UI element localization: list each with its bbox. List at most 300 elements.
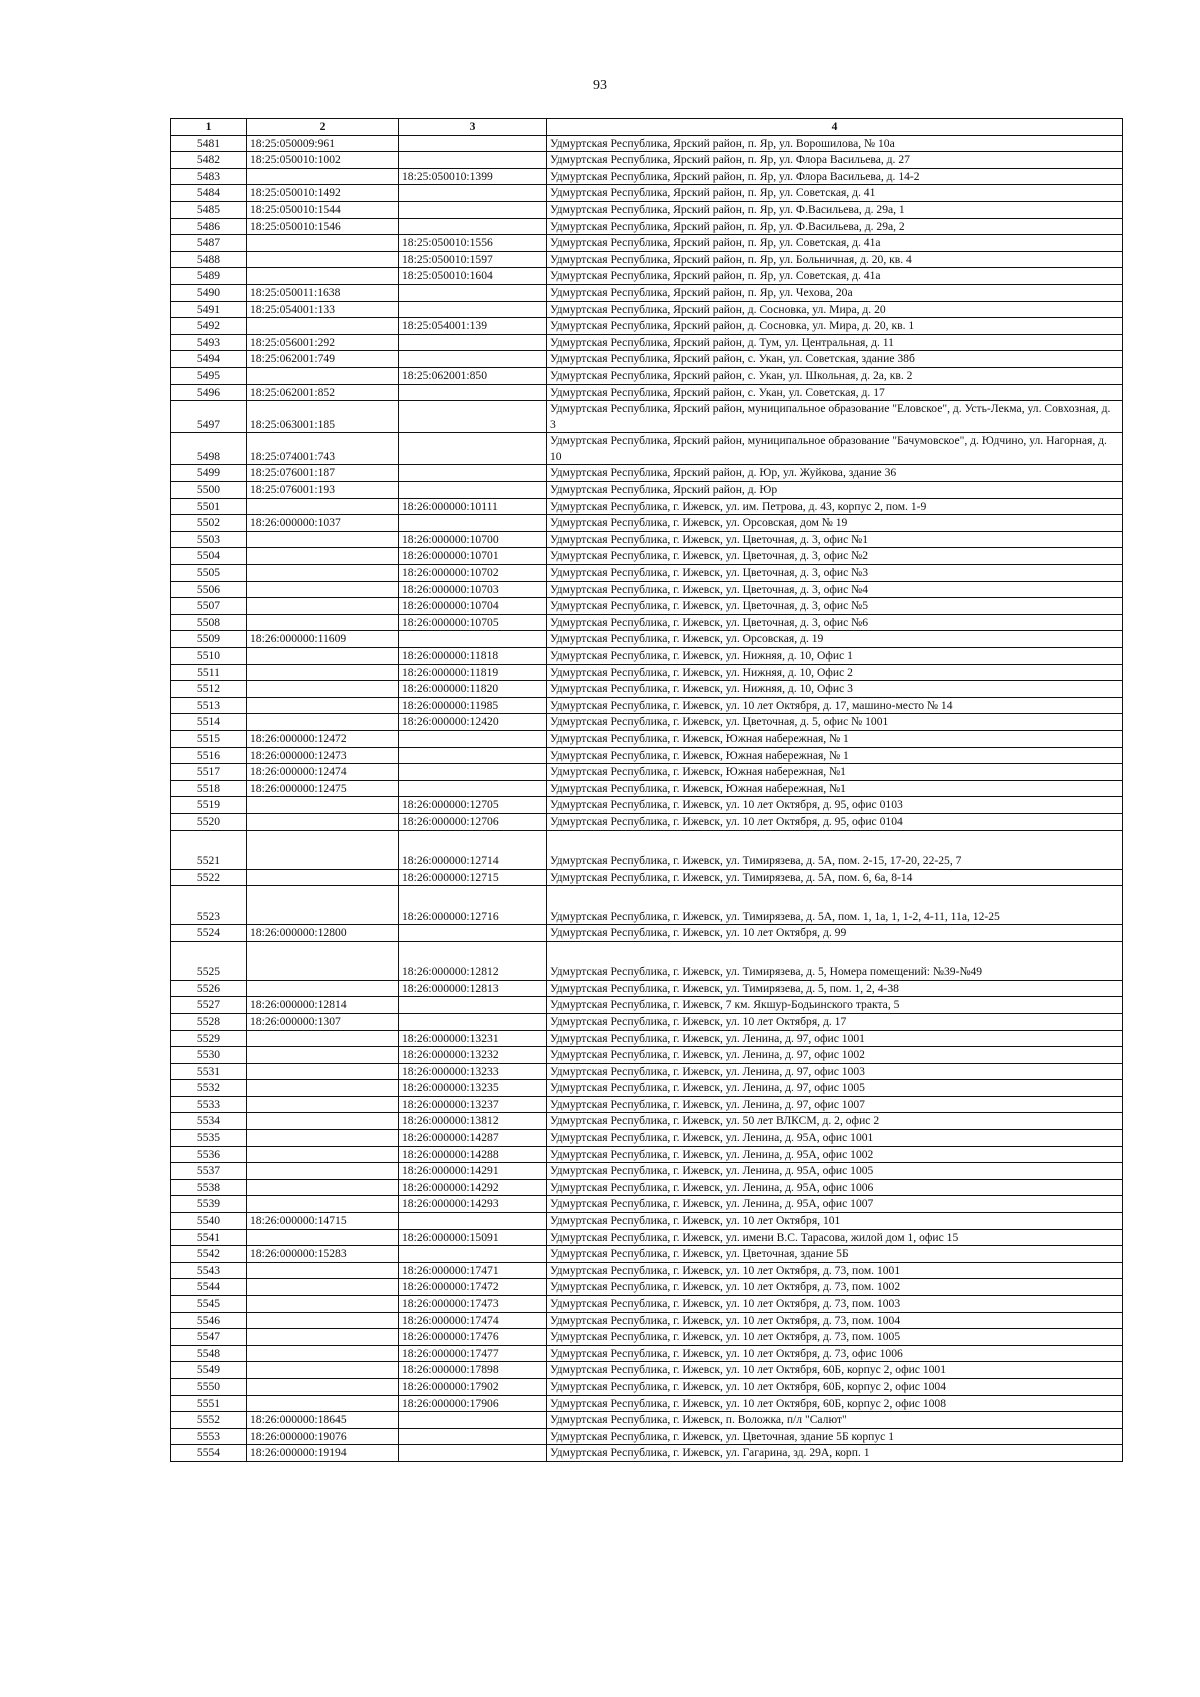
table-row xyxy=(171,581,1123,598)
address: Удмуртская Республика, г. Ижевск, Южная набережная, № 1 xyxy=(547,747,1123,764)
cadastral-number-premises xyxy=(399,997,547,1014)
row-number: 5499 xyxy=(171,465,247,482)
table-row xyxy=(171,869,1123,886)
table-row xyxy=(171,1096,1123,1113)
cadastral-number-land: 18:25:050010:1492 xyxy=(247,185,399,202)
row-number: 5508 xyxy=(171,614,247,631)
address: Удмуртская Республика, г. Ижевск, ул. Цветочная, д. 3, офис №2 xyxy=(547,548,1123,565)
address: Удмуртская Республика, г. Ижевск, ул. Ленина, д. 95А, офис 1006 xyxy=(547,1179,1123,1196)
cadastral-number-premises: 18:26:000000:14292 xyxy=(399,1179,547,1196)
row-number: 5551 xyxy=(171,1395,247,1412)
address: Удмуртская Республика, Ярский район, д. Юр, ул. Жуйкова, здание 36 xyxy=(547,465,1123,482)
table-row xyxy=(171,1279,1123,1296)
row-number: 5539 xyxy=(171,1196,247,1213)
cadastral-number-premises: 18:25:054001:139 xyxy=(399,318,547,335)
cadastral-number-premises: 18:26:000000:13237 xyxy=(399,1096,547,1113)
registry-table xyxy=(170,118,1123,1462)
cadastral-number-premises: 18:26:000000:13231 xyxy=(399,1030,547,1047)
row-number: 5482 xyxy=(171,152,247,169)
table-row xyxy=(171,1378,1123,1395)
row-number: 5553 xyxy=(171,1428,247,1445)
address: Удмуртская Республика, Ярский район, п. Яр, ул. Флора Васильева, д. 27 xyxy=(547,152,1123,169)
address: Удмуртская Республика, Ярский район, с. Укан, ул. Советская, д. 17 xyxy=(547,384,1123,401)
address: Удмуртская Республика, Ярский район, п. Яр, ул. Ф.Васильева, д. 29а, 1 xyxy=(547,201,1123,218)
cadastral-number-land xyxy=(247,980,399,997)
row-number: 5530 xyxy=(171,1047,247,1064)
cadastral-number-land xyxy=(247,1229,399,1246)
cadastral-number-premises: 18:26:000000:14291 xyxy=(399,1163,547,1180)
cadastral-number-premises: 18:26:000000:17898 xyxy=(399,1362,547,1379)
address: Удмуртская Республика, г. Ижевск, Южная набережная, №1 xyxy=(547,764,1123,781)
cadastral-number-premises xyxy=(399,1213,547,1230)
row-number: 5511 xyxy=(171,664,247,681)
table-row xyxy=(171,1296,1123,1313)
table-row xyxy=(171,1362,1123,1379)
address: Удмуртская Республика, г. Ижевск, ул. 10 лет Октября, д. 17, машино-место № 14 xyxy=(547,697,1123,714)
cadastral-number-land: 18:25:076001:193 xyxy=(247,482,399,499)
cadastral-number-land xyxy=(247,714,399,731)
address: Удмуртская Республика, г. Ижевск, ул. 50 лет ВЛКСМ, д. 2, офис 2 xyxy=(547,1113,1123,1130)
cadastral-number-premises: 18:26:000000:11818 xyxy=(399,648,547,665)
table-row xyxy=(171,251,1123,268)
table-row xyxy=(171,531,1123,548)
cadastral-number-premises xyxy=(399,730,547,747)
row-number: 5509 xyxy=(171,631,247,648)
row-number: 5527 xyxy=(171,997,247,1014)
row-number: 5547 xyxy=(171,1329,247,1346)
address: Удмуртская Республика, г. Ижевск, ул. Цветочная, здание 5Б xyxy=(547,1246,1123,1263)
row-number: 5531 xyxy=(171,1063,247,1080)
cadastral-number-land: 18:25:062001:749 xyxy=(247,351,399,368)
cadastral-number-land xyxy=(247,1080,399,1097)
table-row xyxy=(171,1412,1123,1429)
page-number: 93 xyxy=(593,78,607,93)
row-number: 5518 xyxy=(171,780,247,797)
address: Удмуртская Республика, Ярский район, п. Яр, ул. Чехова, 20а xyxy=(547,284,1123,301)
row-number: 5492 xyxy=(171,318,247,335)
cadastral-number-premises: 18:26:000000:10701 xyxy=(399,548,547,565)
cadastral-number-premises: 18:26:000000:14288 xyxy=(399,1146,547,1163)
cadastral-number-premises xyxy=(399,152,547,169)
cadastral-number-premises xyxy=(399,284,547,301)
table-row xyxy=(171,235,1123,252)
table-row xyxy=(171,780,1123,797)
row-number: 5543 xyxy=(171,1262,247,1279)
table-row xyxy=(171,614,1123,631)
table-row xyxy=(171,218,1123,235)
cadastral-number-premises: 18:26:000000:12714 xyxy=(399,830,547,869)
cadastral-number-land xyxy=(247,1362,399,1379)
cadastral-number-premises: 18:26:000000:17473 xyxy=(399,1296,547,1313)
table-row xyxy=(171,1213,1123,1230)
cadastral-number-premises xyxy=(399,1428,547,1445)
cadastral-number-premises: 18:26:000000:17906 xyxy=(399,1395,547,1412)
row-number: 5513 xyxy=(171,697,247,714)
table-row xyxy=(171,433,1123,465)
table-row xyxy=(171,747,1123,764)
cadastral-number-premises: 18:26:000000:17902 xyxy=(399,1378,547,1395)
table-row xyxy=(171,1246,1123,1263)
row-number: 5523 xyxy=(171,886,247,925)
cadastral-number-premises xyxy=(399,1445,547,1462)
table-row xyxy=(171,631,1123,648)
table-row xyxy=(171,1196,1123,1213)
address: Удмуртская Республика, г. Ижевск, ул. 10 лет Октября, 60Б, корпус 2, офис 1008 xyxy=(547,1395,1123,1412)
header-col-4: 4 xyxy=(547,119,1123,136)
row-number: 5504 xyxy=(171,548,247,565)
cadastral-number-land: 18:26:000000:12474 xyxy=(247,764,399,781)
cadastral-number-premises: 18:25:062001:850 xyxy=(399,367,547,384)
cadastral-number-premises: 18:26:000000:13235 xyxy=(399,1080,547,1097)
table-row xyxy=(171,1229,1123,1246)
table-row xyxy=(171,185,1123,202)
address: Удмуртская Республика, г. Ижевск, ул. Ленина, д. 95А, офис 1007 xyxy=(547,1196,1123,1213)
row-number: 5489 xyxy=(171,268,247,285)
row-number: 5549 xyxy=(171,1362,247,1379)
row-number: 5550 xyxy=(171,1378,247,1395)
cadastral-number-land xyxy=(247,1096,399,1113)
table-row xyxy=(171,1163,1123,1180)
cadastral-number-premises: 18:26:000000:15091 xyxy=(399,1229,547,1246)
cadastral-number-land xyxy=(247,1113,399,1130)
cadastral-number-land xyxy=(247,1312,399,1329)
table-row xyxy=(171,384,1123,401)
address: Удмуртская Республика, г. Ижевск, ул. 10 лет Октября, д. 73, офис 1006 xyxy=(547,1345,1123,1362)
cadastral-number-land xyxy=(247,498,399,515)
cadastral-number-land xyxy=(247,581,399,598)
cadastral-number-land xyxy=(247,648,399,665)
cadastral-number-premises: 18:26:000000:10111 xyxy=(399,498,547,515)
address: Удмуртская Республика, г. Ижевск, ул. 10 лет Октября, д. 95, офис 0104 xyxy=(547,813,1123,830)
cadastral-number-premises xyxy=(399,334,547,351)
address: Удмуртская Республика, г. Ижевск, 7 км. Якшур-Бодьинского тракта, 5 xyxy=(547,997,1123,1014)
address: Удмуртская Республика, г. Ижевск, ул. Ленина, д. 97, офис 1002 xyxy=(547,1047,1123,1064)
address: Удмуртская Республика, г. Ижевск, ул. имени В.С. Тарасова, жилой дом 1, офис 15 xyxy=(547,1229,1123,1246)
address: Удмуртская Республика, г. Ижевск, ул. Ленина, д. 97, офис 1001 xyxy=(547,1030,1123,1047)
table-row xyxy=(171,830,1123,869)
table-row xyxy=(171,886,1123,925)
table-row xyxy=(171,1130,1123,1147)
table-row xyxy=(171,714,1123,731)
address: Удмуртская Республика, Ярский район, п. Яр, ул. Ворошилова, № 10а xyxy=(547,135,1123,152)
address: Удмуртская Республика, Ярский район, с. Укан, ул. Школьная, д. 2а, кв. 2 xyxy=(547,367,1123,384)
cadastral-number-land: 18:26:000000:12814 xyxy=(247,997,399,1014)
address: Удмуртская Республика, Ярский район, п. Яр, ул. Ф.Васильева, д. 29а, 2 xyxy=(547,218,1123,235)
cadastral-number-land xyxy=(247,367,399,384)
row-number: 5528 xyxy=(171,1013,247,1030)
cadastral-number-land xyxy=(247,869,399,886)
row-number: 5516 xyxy=(171,747,247,764)
cadastral-number-land xyxy=(247,1345,399,1362)
address: Удмуртская Республика, г. Ижевск, ул. Цветочная, д. 3, офис №3 xyxy=(547,565,1123,582)
row-number: 5534 xyxy=(171,1113,247,1130)
address: Удмуртская Республика, Ярский район, муниципальное образование "Еловское", д. Усть-Лекма, ул. Совхозная, д. 3 xyxy=(547,401,1123,433)
table-row xyxy=(171,565,1123,582)
table-row xyxy=(171,697,1123,714)
cadastral-number-land: 18:25:050010:1546 xyxy=(247,218,399,235)
row-number: 5533 xyxy=(171,1096,247,1113)
row-number: 5483 xyxy=(171,168,247,185)
address: Удмуртская Республика, г. Ижевск, ул. Цветочная, здание 5Б корпус 1 xyxy=(547,1428,1123,1445)
cadastral-number-land xyxy=(247,251,399,268)
row-number: 5510 xyxy=(171,648,247,665)
address: Удмуртская Республика, г. Ижевск, ул. Ленина, д. 97, офис 1007 xyxy=(547,1096,1123,1113)
row-number: 5519 xyxy=(171,797,247,814)
cadastral-number-premises xyxy=(399,135,547,152)
address: Удмуртская Республика, г. Ижевск, ул. Орсовская, дом № 19 xyxy=(547,515,1123,532)
row-number: 5502 xyxy=(171,515,247,532)
cadastral-number-premises: 18:26:000000:11820 xyxy=(399,681,547,698)
row-number: 5532 xyxy=(171,1080,247,1097)
table-row xyxy=(171,168,1123,185)
table-row xyxy=(171,1030,1123,1047)
row-number: 5488 xyxy=(171,251,247,268)
address: Удмуртская Республика, г. Ижевск, ул. Орсовская, д. 19 xyxy=(547,631,1123,648)
table-body xyxy=(171,135,1123,1461)
row-number: 5490 xyxy=(171,284,247,301)
table-row xyxy=(171,941,1123,980)
cadastral-number-land xyxy=(247,1063,399,1080)
cadastral-number-land xyxy=(247,886,399,925)
cadastral-number-premises xyxy=(399,1246,547,1263)
row-number: 5526 xyxy=(171,980,247,997)
address: Удмуртская Республика, г. Ижевск, ул. Гагарина, зд. 29А, корп. 1 xyxy=(547,1445,1123,1462)
cadastral-number-land: 18:25:062001:852 xyxy=(247,384,399,401)
table-row xyxy=(171,351,1123,368)
cadastral-number-premises: 18:26:000000:13233 xyxy=(399,1063,547,1080)
cadastral-number-premises: 18:25:050010:1597 xyxy=(399,251,547,268)
cadastral-number-land xyxy=(247,1196,399,1213)
cadastral-number-land xyxy=(247,941,399,980)
cadastral-number-land: 18:26:000000:12472 xyxy=(247,730,399,747)
address: Удмуртская Республика, г. Ижевск, ул. 10 лет Октября, д. 17 xyxy=(547,1013,1123,1030)
cadastral-number-land xyxy=(247,1163,399,1180)
header-col-2: 2 xyxy=(247,119,399,136)
cadastral-number-premises: 18:26:000000:12420 xyxy=(399,714,547,731)
row-number: 5507 xyxy=(171,598,247,615)
row-number: 5496 xyxy=(171,384,247,401)
cadastral-number-land xyxy=(247,797,399,814)
row-number: 5486 xyxy=(171,218,247,235)
cadastral-number-premises xyxy=(399,780,547,797)
cadastral-number-land: 18:25:050010:1002 xyxy=(247,152,399,169)
row-number: 5487 xyxy=(171,235,247,252)
table-row xyxy=(171,548,1123,565)
table-row xyxy=(171,764,1123,781)
cadastral-number-land: 18:26:000000:12800 xyxy=(247,925,399,942)
table-row xyxy=(171,334,1123,351)
row-number: 5494 xyxy=(171,351,247,368)
address: Удмуртская Республика, г. Ижевск, ул. Тимирязева, д. 5, Номера помещений: №39-№49 xyxy=(547,941,1123,980)
cadastral-number-land xyxy=(247,548,399,565)
row-number: 5493 xyxy=(171,334,247,351)
cadastral-number-premises: 18:26:000000:10702 xyxy=(399,565,547,582)
table-row xyxy=(171,1395,1123,1412)
row-number: 5524 xyxy=(171,925,247,942)
cadastral-number-land xyxy=(247,565,399,582)
cadastral-number-premises: 18:25:050010:1556 xyxy=(399,235,547,252)
row-number: 5529 xyxy=(171,1030,247,1047)
row-number: 5535 xyxy=(171,1130,247,1147)
address: Удмуртская Республика, г. Ижевск, ул. Тимирязева, д. 5А, пом. 6, 6а, 8-14 xyxy=(547,869,1123,886)
table-row xyxy=(171,301,1123,318)
row-number: 5503 xyxy=(171,531,247,548)
cadastral-number-premises: 18:26:000000:12705 xyxy=(399,797,547,814)
cadastral-number-land xyxy=(247,664,399,681)
address: Удмуртская Республика, г. Ижевск, ул. 10 лет Октября, д. 73, пом. 1001 xyxy=(547,1262,1123,1279)
table-row xyxy=(171,1063,1123,1080)
cadastral-number-land xyxy=(247,830,399,869)
cadastral-number-premises: 18:26:000000:12706 xyxy=(399,813,547,830)
table-row xyxy=(171,482,1123,499)
address: Удмуртская Республика, г. Ижевск, ул. 10 лет Октября, д. 73, пом. 1002 xyxy=(547,1279,1123,1296)
address: Удмуртская Республика, Ярский район, д. Тум, ул. Центральная, д. 11 xyxy=(547,334,1123,351)
cadastral-number-land: 18:25:050011:1638 xyxy=(247,284,399,301)
cadastral-number-land xyxy=(247,168,399,185)
row-number: 5498 xyxy=(171,433,247,465)
address: Удмуртская Республика, г. Ижевск, ул. Ленина, д. 95А, офис 1005 xyxy=(547,1163,1123,1180)
cadastral-number-premises: 18:26:000000:17476 xyxy=(399,1329,547,1346)
cadastral-number-land xyxy=(247,268,399,285)
cadastral-number-premises: 18:26:000000:10700 xyxy=(399,531,547,548)
row-number: 5538 xyxy=(171,1179,247,1196)
header-col-1: 1 xyxy=(171,119,247,136)
cadastral-number-land: 18:25:076001:187 xyxy=(247,465,399,482)
cadastral-number-premises: 18:26:000000:17477 xyxy=(399,1345,547,1362)
address: Удмуртская Республика, г. Ижевск, ул. им. Петрова, д. 43, корпус 2, пом. 1-9 xyxy=(547,498,1123,515)
address: Удмуртская Республика, Ярский район, д. Сосновка, ул. Мира, д. 20, кв. 1 xyxy=(547,318,1123,335)
row-number: 5485 xyxy=(171,201,247,218)
address: Удмуртская Республика, г. Ижевск, ул. Ленина, д. 97, офис 1005 xyxy=(547,1080,1123,1097)
address: Удмуртская Республика, г. Ижевск, ул. Нижняя, д. 10, Офис 3 xyxy=(547,681,1123,698)
cadastral-number-land xyxy=(247,235,399,252)
cadastral-number-premises: 18:26:000000:14293 xyxy=(399,1196,547,1213)
table-row xyxy=(171,268,1123,285)
table-row xyxy=(171,1345,1123,1362)
cadastral-number-premises xyxy=(399,747,547,764)
row-number: 5521 xyxy=(171,830,247,869)
cadastral-number-premises xyxy=(399,465,547,482)
row-number: 5542 xyxy=(171,1246,247,1263)
row-number: 5501 xyxy=(171,498,247,515)
address: Удмуртская Республика, г. Ижевск, ул. Нижняя, д. 10, Офис 2 xyxy=(547,664,1123,681)
table-row xyxy=(171,1428,1123,1445)
cadastral-number-land: 18:25:063001:185 xyxy=(247,401,399,433)
address: Удмуртская Республика, г. Ижевск, ул. 10 лет Октября, 60Б, корпус 2, офис 1001 xyxy=(547,1362,1123,1379)
address: Удмуртская Республика, Ярский район, д. Сосновка, ул. Мира, д. 20 xyxy=(547,301,1123,318)
cadastral-number-land xyxy=(247,614,399,631)
row-number: 5491 xyxy=(171,301,247,318)
row-number: 5500 xyxy=(171,482,247,499)
table-row xyxy=(171,1445,1123,1462)
row-number: 5481 xyxy=(171,135,247,152)
cadastral-number-land: 18:26:000000:1307 xyxy=(247,1013,399,1030)
cadastral-number-premises xyxy=(399,384,547,401)
cadastral-number-land xyxy=(247,813,399,830)
table-row xyxy=(171,284,1123,301)
address: Удмуртская Республика, г. Ижевск, ул. 10 лет Октября, 101 xyxy=(547,1213,1123,1230)
cadastral-number-land xyxy=(247,681,399,698)
cadastral-number-premises xyxy=(399,1412,547,1429)
address: Удмуртская Республика, г. Ижевск, ул. 10 лет Октября, д. 99 xyxy=(547,925,1123,942)
cadastral-number-land: 18:25:050009:961 xyxy=(247,135,399,152)
address: Удмуртская Республика, г. Ижевск, ул. Цветочная, д. 3, офис №1 xyxy=(547,531,1123,548)
table-row xyxy=(171,1262,1123,1279)
table-row xyxy=(171,980,1123,997)
cadastral-number-land xyxy=(247,1378,399,1395)
cadastral-number-premises: 18:26:000000:12715 xyxy=(399,869,547,886)
cadastral-number-premises xyxy=(399,301,547,318)
address: Удмуртская Республика, г. Ижевск, ул. Цветочная, д. 3, офис №4 xyxy=(547,581,1123,598)
cadastral-number-land: 18:26:000000:14715 xyxy=(247,1213,399,1230)
cadastral-number-premises: 18:26:000000:17474 xyxy=(399,1312,547,1329)
address: Удмуртская Республика, г. Ижевск, ул. Цветочная, д. 3, офис №5 xyxy=(547,598,1123,615)
table-row xyxy=(171,1179,1123,1196)
row-number: 5525 xyxy=(171,941,247,980)
address: Удмуртская Республика, Ярский район, п. Яр, ул. Советская, д. 41а xyxy=(547,235,1123,252)
address: Удмуртская Республика, г. Ижевск, ул. Ленина, д. 95А, офис 1001 xyxy=(547,1130,1123,1147)
address: Удмуртская Республика, г. Ижевск, ул. Тимирязева, д. 5А, пом. 2-15, 17-20, 22-25, 7 xyxy=(547,830,1123,869)
cadastral-number-premises: 18:26:000000:10703 xyxy=(399,581,547,598)
row-number: 5540 xyxy=(171,1213,247,1230)
table-row xyxy=(171,681,1123,698)
cadastral-number-premises: 18:26:000000:12812 xyxy=(399,941,547,980)
row-number: 5495 xyxy=(171,367,247,384)
cadastral-number-premises xyxy=(399,925,547,942)
address: Удмуртская Республика, Ярский район, п. Яр, ул. Советская, д. 41 xyxy=(547,185,1123,202)
cadastral-number-premises: 18:26:000000:11985 xyxy=(399,697,547,714)
address: Удмуртская Республика, г. Ижевск, ул. Ленина, д. 95А, офис 1002 xyxy=(547,1146,1123,1163)
cadastral-number-premises xyxy=(399,482,547,499)
cadastral-number-land xyxy=(247,1030,399,1047)
address: Удмуртская Республика, г. Ижевск, Южная набережная, №1 xyxy=(547,780,1123,797)
cadastral-number-premises: 18:25:050010:1604 xyxy=(399,268,547,285)
address: Удмуртская Республика, г. Ижевск, ул. 10 лет Октября, д. 73, пом. 1004 xyxy=(547,1312,1123,1329)
row-number: 5537 xyxy=(171,1163,247,1180)
cadastral-number-premises: 18:26:000000:17472 xyxy=(399,1279,547,1296)
table-row xyxy=(171,515,1123,532)
cadastral-number-premises: 18:26:000000:11819 xyxy=(399,664,547,681)
address: Удмуртская Республика, г. Ижевск, ул. Нижняя, д. 10, Офис 1 xyxy=(547,648,1123,665)
table-row xyxy=(171,797,1123,814)
cadastral-number-premises xyxy=(399,401,547,433)
address: Удмуртская Республика, г. Ижевск, ул. 10 лет Октября, 60Б, корпус 2, офис 1004 xyxy=(547,1378,1123,1395)
row-number: 5520 xyxy=(171,813,247,830)
row-number: 5522 xyxy=(171,869,247,886)
cadastral-number-premises: 18:26:000000:13812 xyxy=(399,1113,547,1130)
cadastral-number-land xyxy=(247,1262,399,1279)
row-number: 5546 xyxy=(171,1312,247,1329)
row-number: 5544 xyxy=(171,1279,247,1296)
cadastral-number-land: 18:26:000000:11609 xyxy=(247,631,399,648)
address: Удмуртская Республика, Ярский район, п. Яр, ул. Флора Васильева, д. 14-2 xyxy=(547,168,1123,185)
cadastral-number-premises xyxy=(399,631,547,648)
cadastral-number-land: 18:26:000000:12473 xyxy=(247,747,399,764)
address: Удмуртская Республика, г. Ижевск, ул. 10 лет Октября, д. 73, пом. 1005 xyxy=(547,1329,1123,1346)
cadastral-number-land xyxy=(247,1047,399,1064)
cadastral-number-premises: 18:26:000000:12813 xyxy=(399,980,547,997)
table-row xyxy=(171,1329,1123,1346)
row-number: 5514 xyxy=(171,714,247,731)
cadastral-number-land: 18:26:000000:15283 xyxy=(247,1246,399,1263)
cadastral-number-premises xyxy=(399,185,547,202)
row-number: 5545 xyxy=(171,1296,247,1313)
table-row xyxy=(171,135,1123,152)
table-row xyxy=(171,318,1123,335)
row-number: 5552 xyxy=(171,1412,247,1429)
row-number: 5541 xyxy=(171,1229,247,1246)
cadastral-number-premises: 18:26:000000:10704 xyxy=(399,598,547,615)
